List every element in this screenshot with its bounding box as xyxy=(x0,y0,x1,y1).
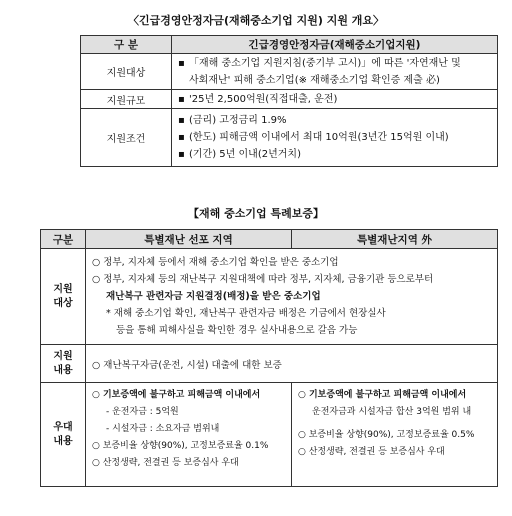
row-value-scale: ▪ '25년 2,500억원(직접대출, 운전) xyxy=(172,90,498,109)
row-label-scale: 지원규모 xyxy=(81,90,172,109)
pref-label xyxy=(41,383,86,487)
target-label-text: 지원 대상 xyxy=(53,283,73,309)
target-line-2: 사회재난' 피해 중소기업(※ 재해중소기업 확인증 제출 必) xyxy=(189,74,440,86)
pref-right xyxy=(292,383,498,487)
pref-right-line-1: ○ 기보증액에 불구하고 피해금액 이내에서 xyxy=(298,390,467,400)
pref-left xyxy=(86,383,292,487)
content-label-text: 지원 내용 xyxy=(53,350,73,376)
row-value-conditions: ▪ (금리) 고정금리 1.9% ▪ (한도) 피해금액 이내에서 최대 10억원(3년간 15억원 이내) ▪ (기간) 5년 이내(2년거치) xyxy=(172,109,498,167)
target-content-line-4: * 재해 중소기업 확인, 재난복구 관련자금 배정은 기금에서 현장실사 xyxy=(106,308,386,319)
pref-label-text: 우대 내용 xyxy=(53,421,73,447)
target-content-line-1: ○ 정부, 지자체 등에서 재해 중소기업 확인을 받은 중소기업 xyxy=(92,257,339,268)
pref-left-line-1: ○ 기보증액에 불구하고 피해금액 이내에서 xyxy=(92,390,261,400)
cond-line-3: (기간) 5년 이내(2년거치) xyxy=(189,149,301,160)
row-label-target: 지원대상 xyxy=(81,54,172,90)
pref-right-line-3: ○ 보증비율 상향(90%), 고정보증료율 0.5% xyxy=(298,430,475,440)
overview-title: 〈긴급경영안정자금(재해중소기업 지원) 지원 개요〉 xyxy=(127,14,385,27)
cond-line-2: (한도) 피해금액 이내에서 최대 10억원(3년간 15억원 이내) xyxy=(189,132,449,143)
overview-header-col2: 긴급경영안정자금(재해중소기업지원) xyxy=(172,36,498,54)
special-table xyxy=(40,229,498,487)
target-line-1: 「재해 중소기업 지원지침(중기부 고시)」에 따른 '자연재난 및 xyxy=(189,57,461,69)
cond-line-1: (금리) 고정금리 1.9% xyxy=(189,115,287,126)
pref-left-line-2: - 운전자금 : 5억원 xyxy=(106,407,179,417)
row-value-target: ▪ 「재해 중소기업 지원지침(중기부 고시)」에 따른 '자연재난 및 사회재난' 피해 중소기업(※ 재해중소기업 확인증 제출 必) xyxy=(172,54,498,90)
pref-left-line-5: ○ 산정생략, 전결권 등 보증심사 우대 xyxy=(92,458,239,468)
pref-left-line-3: - 시설자금 : 소요자금 범위내 xyxy=(106,424,220,434)
target-content-line-2: ○ 정부, 지자체 등의 재난복구 지원대책에 따라 정부, 지자체, 금융기관 등으로부터 xyxy=(92,274,434,285)
overview-table xyxy=(80,35,498,167)
scale-line: '25년 2,500억원(직접대출, 운전) xyxy=(189,93,338,105)
special-header-col2: 특별재난 선포 지역 xyxy=(86,230,292,249)
pref-right-line-2: 운전자금과 시설자금 합산 3억원 범위 내 xyxy=(312,407,472,417)
content-label xyxy=(41,345,86,383)
pref-left-line-4: ○ 보증비율 상향(90%), 고정보증료율 0.1% xyxy=(92,441,269,451)
special-header-col1: 구분 xyxy=(41,230,86,249)
target-content-line-3: 재난복구 관련자금 지원결정(배정)을 받은 중소기업 xyxy=(106,291,321,302)
target-content-line-5: 등을 통해 피해사실을 확인한 경우 실사내용으로 갈음 가능 xyxy=(116,325,358,336)
overview-header-col1: 구 분 xyxy=(81,36,172,54)
pref-right-line-4: ○ 산정생략, 전결권 등 보증심사 우대 xyxy=(298,447,445,457)
target-content xyxy=(86,249,498,345)
target-label xyxy=(41,249,86,345)
special-title: 【재해 중소기업 특례보증】 xyxy=(188,207,324,220)
special-header-col3: 특별재난지역 外 xyxy=(292,230,498,249)
content-value: ○ 재난복구자금(운전, 시설) 대출에 대한 보증 xyxy=(86,345,498,383)
row-label-conditions: 지원조건 xyxy=(81,109,172,167)
